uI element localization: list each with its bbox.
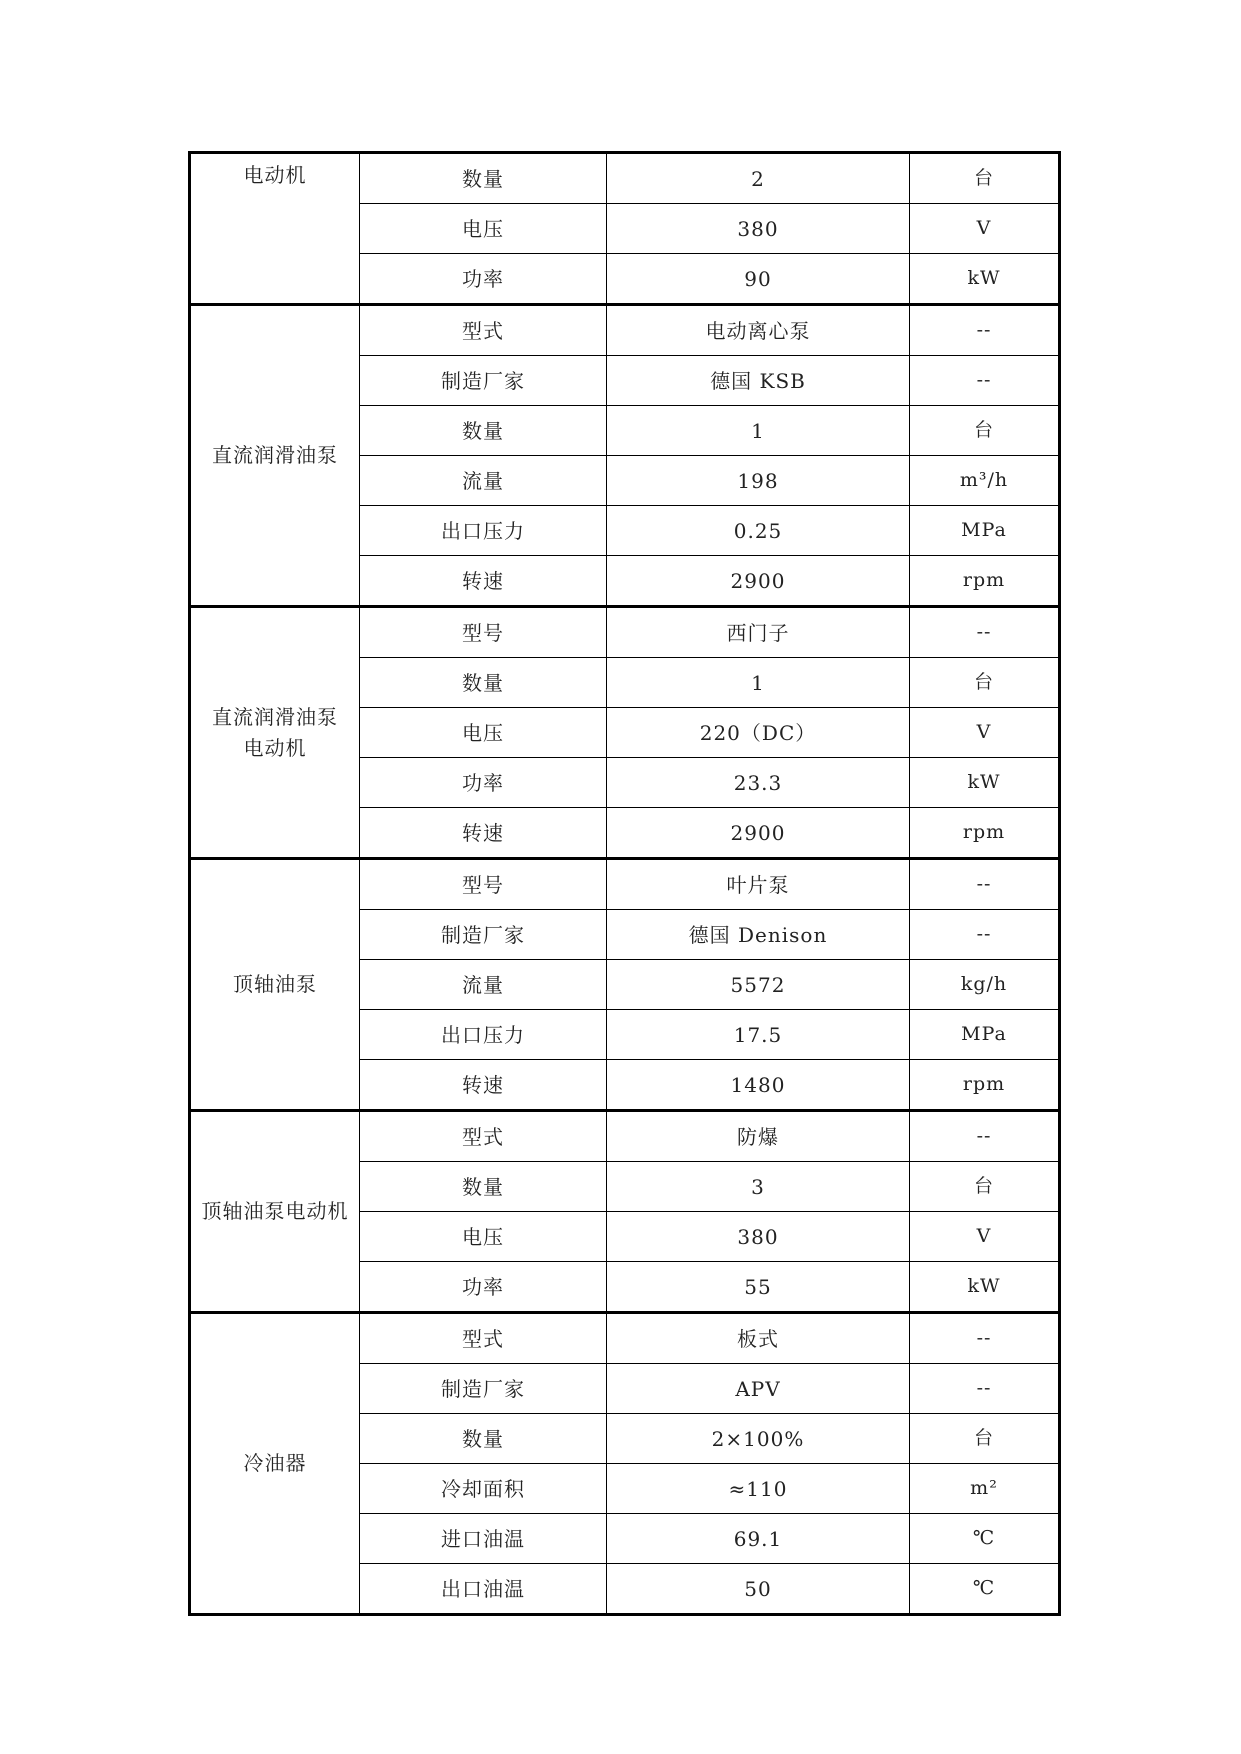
param-cell: 功率 [360,254,607,305]
param-cell: 进口油温 [360,1514,607,1564]
value-cell: 50 [607,1564,910,1615]
unit-cell: 台 [910,406,1060,456]
group-name-cell [190,1111,360,1313]
group-name: 顶轴油泵电动机 [201,1199,349,1223]
param-cell: 数量 [360,153,607,204]
value-cell: 198 [607,456,910,506]
group-name-cell [190,305,360,607]
param-cell: 电压 [360,1212,607,1262]
value-cell: 1 [607,406,910,456]
param-cell: 型号 [360,859,607,910]
unit-cell: ℃ [910,1564,1060,1615]
value-cell: 1480 [607,1060,910,1111]
unit-cell: 台 [910,658,1060,708]
unit-cell: -- [910,1364,1060,1414]
unit-cell: -- [910,910,1060,960]
group-name: 直流润滑油泵 [212,443,338,467]
param-cell: 出口压力 [360,506,607,556]
group-name: 顶轴油泵 [233,972,317,996]
group-name-cell [190,607,360,859]
group-name: 直流润滑油泵 [212,704,338,729]
unit-cell: -- [910,305,1060,356]
table-row [190,607,1060,658]
value-cell: 69.1 [607,1514,910,1564]
value-cell: 2×100% [607,1414,910,1464]
unit-cell: kg/h [910,960,1060,1010]
unit-cell: -- [910,356,1060,406]
value-cell: ≈110 [607,1464,910,1514]
table-row [190,153,1060,204]
unit-cell: m² [910,1464,1060,1514]
param-cell: 型式 [360,1313,607,1364]
unit-cell: m³/h [910,456,1060,506]
value-cell: 3 [607,1162,910,1212]
group-name-cell [190,1313,360,1615]
table-row [190,1313,1060,1364]
unit-cell: ℃ [910,1514,1060,1564]
param-cell: 出口油温 [360,1564,607,1615]
param-cell: 转速 [360,808,607,859]
unit-cell: -- [910,607,1060,658]
param-cell: 功率 [360,1262,607,1313]
unit-cell: -- [910,1111,1060,1162]
value-cell: 220（DC） [607,708,910,758]
param-cell: 制造厂家 [360,356,607,406]
unit-cell: V [910,1212,1060,1262]
param-cell: 制造厂家 [360,1364,607,1414]
group-name: 冷油器 [243,1451,307,1475]
unit-cell: rpm [910,1060,1060,1111]
unit-cell: -- [910,859,1060,910]
value-cell: 0.25 [607,506,910,556]
value-cell: 23.3 [607,758,910,808]
value-cell: 防爆 [607,1111,910,1162]
param-cell: 出口压力 [360,1010,607,1060]
table-row [190,305,1060,356]
value-cell: 2900 [607,556,910,607]
unit-cell: kW [910,758,1060,808]
param-cell: 电压 [360,708,607,758]
table-row [190,859,1060,910]
param-cell: 数量 [360,1414,607,1464]
group-name-cell [190,153,360,305]
table-row [190,1111,1060,1162]
param-cell: 冷却面积 [360,1464,607,1514]
param-cell: 转速 [360,1060,607,1111]
unit-cell: kW [910,254,1060,305]
unit-cell: kW [910,1262,1060,1313]
param-cell: 型式 [360,305,607,356]
param-cell: 数量 [360,1162,607,1212]
unit-cell: MPa [910,1010,1060,1060]
param-cell: 转速 [360,556,607,607]
unit-cell: -- [910,1313,1060,1364]
group-name-cell [190,859,360,1111]
unit-cell: 台 [910,1162,1060,1212]
unit-cell: rpm [910,556,1060,607]
unit-cell: V [910,204,1060,254]
value-cell: 叶片泵 [607,859,910,910]
value-cell: 西门子 [607,607,910,658]
unit-cell: 台 [910,153,1060,204]
value-cell: 17.5 [607,1010,910,1060]
param-cell: 流量 [360,960,607,1010]
value-cell: 板式 [607,1313,910,1364]
value-cell: 2900 [607,808,910,859]
value-cell: 380 [607,204,910,254]
unit-cell: 台 [910,1414,1060,1464]
value-cell: APV [607,1364,910,1414]
value-cell: 2 [607,153,910,204]
value-cell: 380 [607,1212,910,1262]
value-cell: 55 [607,1262,910,1313]
unit-cell: MPa [910,506,1060,556]
param-cell: 流量 [360,456,607,506]
unit-cell: V [910,708,1060,758]
param-cell: 功率 [360,758,607,808]
param-cell: 数量 [360,406,607,456]
value-cell: 德国 Denison [607,910,910,960]
param-cell: 型式 [360,1111,607,1162]
value-cell: 90 [607,254,910,305]
value-cell: 1 [607,658,910,708]
value-cell: 5572 [607,960,910,1010]
param-cell: 数量 [360,658,607,708]
group-name-line2: 电动机 [243,735,307,760]
param-cell: 制造厂家 [360,910,607,960]
equipment-spec-table [188,151,1061,1616]
value-cell: 电动离心泵 [607,305,910,356]
param-cell: 型号 [360,607,607,658]
unit-cell: rpm [910,808,1060,859]
value-cell: 德国 KSB [607,356,910,406]
group-name: 电动机 [243,163,307,187]
param-cell: 电压 [360,204,607,254]
